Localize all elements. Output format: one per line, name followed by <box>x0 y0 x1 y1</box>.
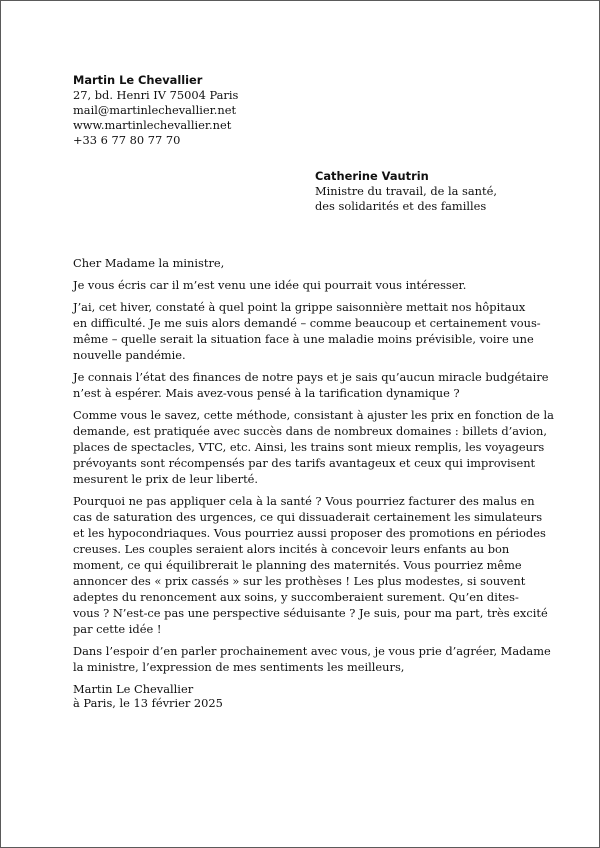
paragraph-finances <box>73 369 549 401</box>
letter-body <box>73 255 554 703</box>
paragraph-line: n’est à espérer. Mais avez-vous pensé à la tarification dynamique ? <box>73 386 460 400</box>
recipient-block <box>315 169 497 214</box>
paragraph-line: Je vous écris car il m’est venu une idée qui pourrait vous intéresser. <box>73 278 467 292</box>
sender-website: www.martinlechevallier.net <box>73 118 232 132</box>
recipient-title-line-1: Ministre du travail, de la santé, <box>315 184 497 198</box>
paragraph-line: vous ? N’est-ce pas une perspective séduisante ? Je suis, pour ma part, très excité <box>73 606 548 620</box>
paragraph-line: Pourquoi ne pas appliquer cela à la santé ? Vous pourriez facturer des malus en <box>73 494 535 508</box>
sender-phone: +33 6 77 80 77 70 <box>73 133 181 147</box>
recipient-name: Catherine Vautrin <box>315 169 429 183</box>
sender-block <box>73 73 238 148</box>
sender-email: mail@martinlechevallier.net <box>73 103 237 117</box>
paragraph-line: adeptes du renoncement aux soins, y succomberaient surement. Qu’en dites- <box>73 590 519 604</box>
paragraph-line: demande, est pratiquée avec succès dans de nombreux domaines : billets d’avion, <box>73 424 547 438</box>
paragraph-line: et les hypocondriaques. Vous pourriez aussi proposer des promotions en périodes <box>73 526 546 540</box>
paragraph-line: Dans l’espoir d’en parler prochainement avec vous, je vous prie d’agréer, Madame <box>73 644 551 658</box>
sender-name: Martin Le Chevallier <box>73 73 203 87</box>
salutation: Cher Madame la ministre, <box>73 256 225 270</box>
paragraph-line: même – quelle serait la situation face à une maladie moins prévisible, voire une <box>73 332 534 346</box>
paragraph-health <box>73 493 548 637</box>
paragraph-line: prévoyants sont récompensés par des tarifs avantageux et ceux qui improvisent <box>73 456 536 470</box>
sender-address: 27, bd. Henri IV 75004 Paris <box>73 88 239 102</box>
paragraph-method <box>73 407 554 487</box>
paragraph-intro <box>73 277 541 293</box>
paragraph-line: nouvelle pandémie. <box>73 348 186 362</box>
paragraph-line: moment, ce qui équilibrerait le planning des maternités. Vous pourriez même <box>73 558 522 572</box>
recipient-title-line-2: des solidarités et des familles <box>315 199 487 213</box>
paragraph-line: annoncer des « prix cassés » sur les prothèses ! Les plus modestes, si souvent <box>73 574 526 588</box>
paragraph-line: creuses. Les couples seraient alors incités à concevoir leurs enfants au bon <box>73 542 510 556</box>
paragraph-line: en difficulté. Je me suis alors demandé – comme beaucoup et certainement vous- <box>73 316 541 330</box>
paragraph-line: J’ai, cet hiver, constaté à quel point la grippe saisonnière mettait nos hôpitaux <box>73 300 526 314</box>
paragraph-line: places de spectacles, VTC, etc. Ainsi, les trains sont mieux remplis, les voyageurs <box>73 440 545 454</box>
paragraph-closing <box>73 643 551 675</box>
paragraph-line: cas de saturation des urgences, ce qui dissuaderait certainement les simulateurs <box>73 510 543 524</box>
date-line: à Paris, le 13 février 2025 <box>73 696 223 710</box>
paragraph-flu <box>73 299 541 363</box>
paragraph-line: Comme vous le savez, cette méthode, consistant à ajuster les prix en fonction de la <box>73 408 554 422</box>
signature-name: Martin Le Chevallier <box>73 682 194 696</box>
paragraph-line: par cette idée ! <box>73 622 162 636</box>
paragraph-line: mesurent le prix de leur liberté. <box>73 472 259 486</box>
paragraph-line: Je connais l’état des finances de notre pays et je sais qu’aucun miracle budgétaire <box>73 370 549 384</box>
paragraph-line: la ministre, l’expression de mes sentiments les meilleurs, <box>73 660 405 674</box>
